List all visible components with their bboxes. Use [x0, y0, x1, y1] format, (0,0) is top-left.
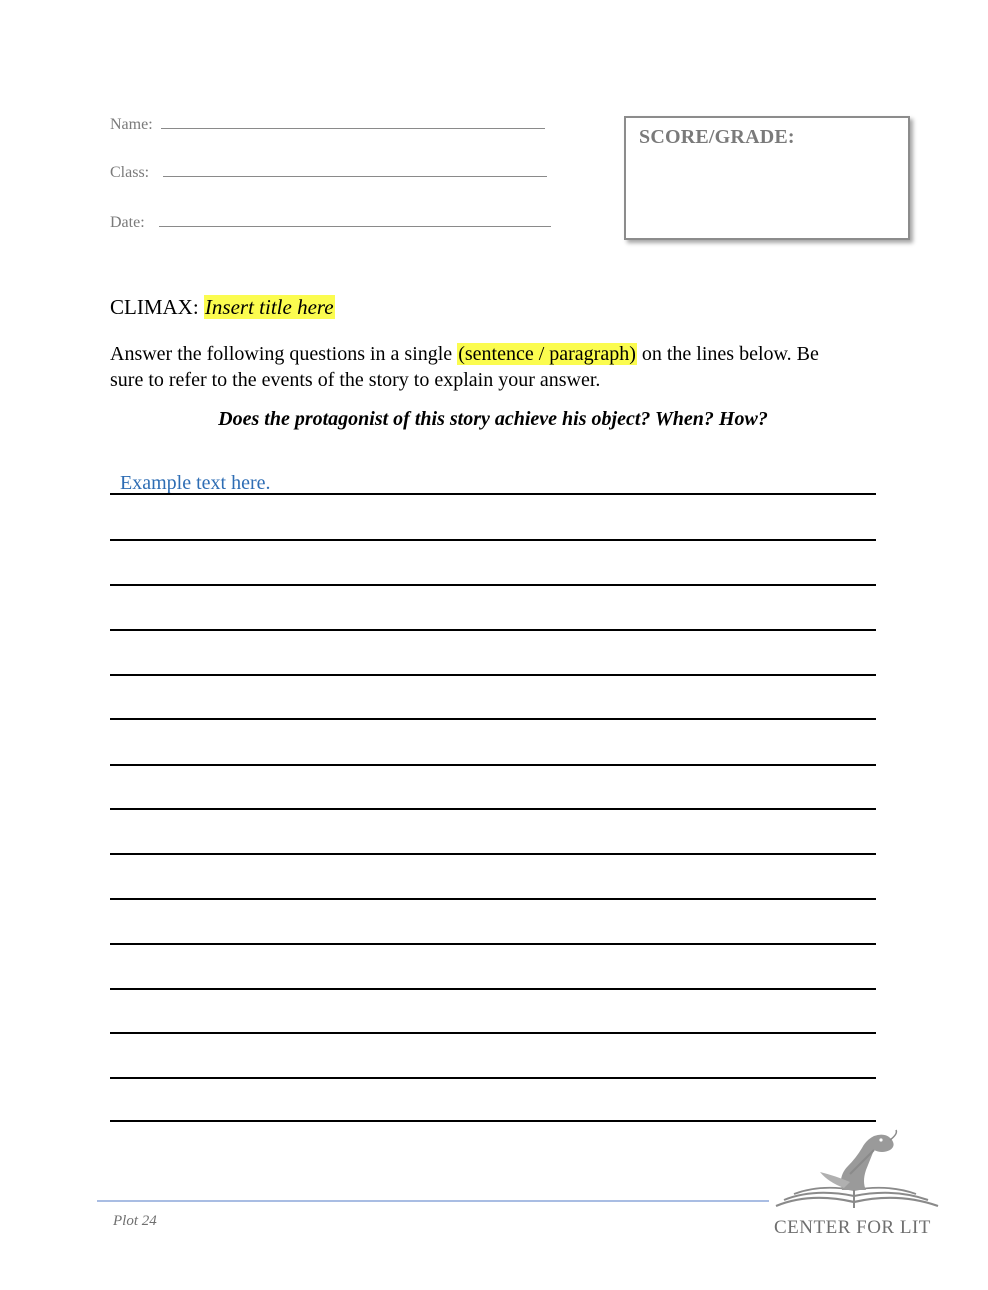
- name-input-line[interactable]: [161, 116, 545, 129]
- example-answer-text[interactable]: Example text here.: [120, 472, 271, 494]
- answer-line[interactable]: [110, 718, 876, 720]
- instructions-paragraph: [110, 341, 840, 393]
- date-label: Date:: [110, 214, 145, 231]
- response-length-highlight[interactable]: (sentence / paragraph): [458, 343, 636, 365]
- answer-line[interactable]: [110, 898, 876, 900]
- answer-line[interactable]: [110, 1032, 876, 1034]
- class-input-line[interactable]: [163, 164, 547, 177]
- climax-heading: [110, 295, 335, 320]
- answer-line[interactable]: [110, 1120, 876, 1122]
- center-for-lit-logo: [770, 1126, 944, 1242]
- instructions-text-end: on the lines below. Be sure to refer to the events of the story to explain your answer.: [110, 343, 819, 391]
- climax-title-placeholder[interactable]: Insert title here: [204, 295, 334, 319]
- answer-line[interactable]: [110, 493, 876, 495]
- climax-label: CLIMAX:: [110, 295, 199, 319]
- answer-line[interactable]: [110, 584, 876, 586]
- answer-line[interactable]: [110, 853, 876, 855]
- answer-line[interactable]: [110, 988, 876, 990]
- class-label: Class:: [110, 164, 150, 181]
- instructions-text-start: Answer the following questions in a single: [110, 343, 458, 365]
- answer-line[interactable]: [110, 539, 876, 541]
- answer-line[interactable]: [110, 1077, 876, 1079]
- answer-line[interactable]: [110, 764, 876, 766]
- score-grade-label: SCORE/GRADE:: [639, 126, 795, 148]
- date-field: [110, 214, 551, 232]
- name-field: [110, 116, 545, 134]
- score-grade-box[interactable]: [624, 116, 910, 240]
- answer-line[interactable]: [110, 674, 876, 676]
- footer-page-label: Plot 24: [113, 1213, 157, 1229]
- date-input-line[interactable]: [159, 214, 551, 227]
- footer-divider: [97, 1200, 769, 1202]
- logo-text: CENTER FOR LIT: [774, 1217, 931, 1238]
- question-prompt: Does the protagonist of this story achieve his object? When? How?: [218, 408, 768, 430]
- answer-line[interactable]: [110, 943, 876, 945]
- name-label: Name:: [110, 116, 153, 133]
- answer-line[interactable]: [110, 629, 876, 631]
- class-field: [110, 164, 547, 182]
- pelican-book-logo-icon: [770, 1126, 944, 1218]
- answer-line[interactable]: [110, 808, 876, 810]
